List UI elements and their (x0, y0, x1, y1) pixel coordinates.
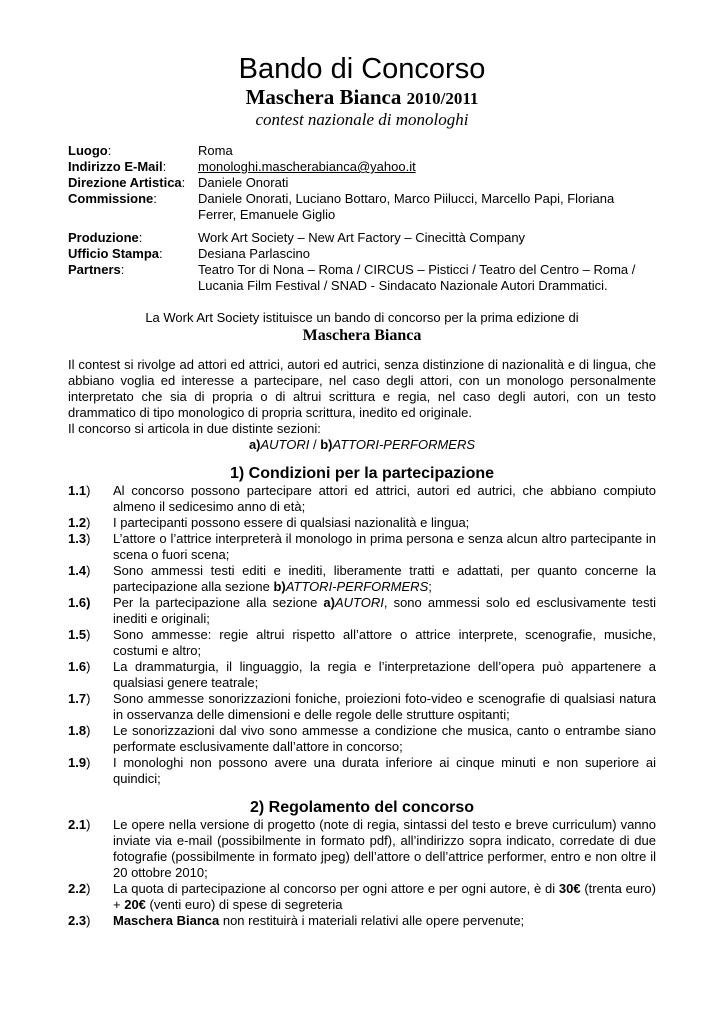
list-item (68, 817, 656, 881)
list-item (68, 913, 656, 929)
info-label-colon: : (162, 159, 167, 174)
item-text (113, 659, 656, 691)
item-number-value: 2.1 (68, 817, 87, 832)
document-tagline: contest nazionale di monologhi (255, 110, 469, 129)
item-number-paren: ) (86, 723, 91, 738)
section1-list (68, 483, 656, 787)
item-number-paren: ) (86, 817, 91, 832)
info-row (68, 175, 656, 191)
item-number (68, 691, 113, 723)
item-number-value: 1.8 (68, 723, 87, 738)
section-b-letter: b) (320, 437, 333, 452)
info-label-text: Partners (68, 262, 121, 277)
info-value-text: Roma (198, 143, 233, 158)
item-number (68, 531, 113, 563)
section-a-letter: a) (248, 437, 261, 452)
info-label (68, 191, 198, 223)
item-text-italic: AUTORI (334, 595, 384, 610)
item-text-italic: ATTORI-PERFORMERS (285, 579, 429, 594)
item-number-value: 1.2 (68, 515, 87, 530)
list-item (68, 563, 656, 595)
document-page (68, 52, 656, 929)
item-text-bold: Maschera Bianca (113, 913, 220, 928)
info-value-text: Work Art Society – New Art Factory – Cinecittà Company (198, 230, 526, 245)
item-text-after: ; (428, 579, 432, 594)
info-label-colon: : (120, 262, 125, 277)
item-number (68, 595, 113, 627)
item-text (113, 595, 656, 627)
list-item (68, 881, 656, 913)
item-number-paren: ) (86, 563, 91, 578)
info-label-text: Produzione (68, 230, 139, 245)
info-label-colon: : (153, 191, 157, 206)
item-text (113, 483, 656, 515)
item-text (113, 723, 656, 755)
item-number-value: 1.6 (68, 659, 87, 674)
info-label (68, 175, 198, 191)
item-number-paren: ) (86, 659, 91, 674)
item-number-value: 2.3 (68, 913, 87, 928)
item-text-bold: b) (273, 579, 286, 594)
item-text-body: Sono ammesse: regie altrui rispetto all’attore o attrice interprete, scenografie, musiche, costumi e altro; (113, 627, 656, 658)
item-number-value: 1.9 (68, 755, 87, 770)
sections-list (68, 437, 656, 453)
list-item (68, 659, 656, 691)
item-text-bold: 30€ (558, 881, 581, 896)
item-text (113, 817, 656, 881)
subtitle-year: 2010/2011 (406, 89, 479, 108)
email-link[interactable]: monologhi.mascherabianca@yahoo.it (198, 159, 416, 174)
document-title: Bando di Concorso (238, 53, 486, 85)
sections-line: Il concorso si articola in due distinte sezioni: (68, 421, 321, 436)
item-text-body: Al concorso possono partecipare attori ed attrici, autori ed autrici, che abbiano compiuto almeno il sedicesimo anno di età; (113, 483, 656, 514)
item-number (68, 659, 113, 691)
info-value-text: Desiana Parlascino (198, 246, 311, 261)
info-label-text: Indirizzo E-Mail (68, 159, 163, 174)
info-value-text: Teatro Tor di Nona – Roma / CIRCUS – Pisticci / Teatro del Centro – Roma / Lucania Film Festival / SNAD - Sindacato Nazionale Autori Drammatici. (198, 262, 636, 293)
info-label-colon: : (159, 246, 163, 261)
intro-line: La Work Art Society istituisce un bando di concorso per la prima edizione di (145, 310, 579, 325)
item-text (113, 563, 656, 595)
item-text (113, 531, 656, 563)
item-text (113, 913, 656, 929)
item-number-value: 1.4 (68, 563, 87, 578)
item-text-body: La quota di partecipazione al concorso per ogni attore e per ogni autore, è di (113, 881, 559, 896)
item-text-after: non restituirà i materiali relativi alle opere pervenute; (219, 913, 525, 928)
info-label-colon: : (181, 175, 186, 190)
item-number (68, 817, 113, 881)
item-number-paren: ) (86, 881, 91, 896)
info-row (68, 230, 656, 246)
item-text-bold: a) (323, 595, 335, 610)
info-label (68, 246, 198, 262)
info-value (198, 262, 656, 294)
info-value (198, 175, 656, 191)
list-item (68, 755, 656, 787)
item-text (113, 515, 656, 531)
info-label (68, 159, 198, 175)
document-subtitle (68, 86, 656, 110)
item-number (68, 515, 113, 531)
item-number (68, 563, 113, 595)
item-number-paren: ) (86, 913, 91, 928)
item-text (113, 691, 656, 723)
item-text-after: (trenta euro) + (113, 881, 656, 912)
info-label (68, 230, 198, 246)
section2-list (68, 817, 656, 929)
info-label-text: Direzione Artistica (68, 175, 182, 190)
item-text-body: Sono ammesse sonorizzazioni foniche, proiezioni foto-video e scenografie di qualsiasi natura in osservanza delle dimensioni e delle regole delle strutture ospitanti; (113, 691, 656, 722)
item-text-body: I monologhi non possono avere una durata inferiore ai cinque minuti e non superiore ai quindici; (113, 755, 656, 786)
info-value (198, 143, 656, 159)
intro-name: Maschera Bianca (302, 327, 422, 344)
list-item (68, 531, 656, 563)
item-number-paren: ) (86, 515, 91, 530)
item-number-value: 2.2 (68, 881, 87, 896)
info-value (198, 159, 656, 175)
list-item (68, 691, 656, 723)
item-text-body: Sono ammessi testi editi e inediti, liberamente tratti e adattati, per quanto concerne la partecipazione alla sezione (113, 563, 656, 594)
list-item (68, 627, 656, 659)
info-value (198, 230, 656, 246)
info-row (68, 246, 656, 262)
subtitle-name: Maschera Bianca (245, 85, 402, 109)
info-label-colon: : (138, 230, 143, 245)
item-text-body: Le sonorizzazioni dal vivo sono ammesse a condizione che musica, canto o entrambe siano performate esclusivamente dall’attore in concorso; (113, 723, 656, 754)
info-label-text: Commissione (68, 191, 154, 206)
info-label-colon: : (107, 143, 112, 158)
item-text (113, 755, 656, 787)
section-b-name: ATTORI-PERFORMERS (332, 437, 476, 452)
info-row (68, 159, 656, 175)
item-text-after: (venti euro) di spese di segreteria (145, 897, 343, 912)
item-number-paren: ) (86, 531, 91, 546)
info-row (68, 143, 656, 159)
item-number-value: 1.3 (68, 531, 87, 546)
info-value-text: Daniele Onorati (198, 175, 289, 190)
info-block (68, 143, 656, 294)
info-label (68, 143, 198, 159)
item-number-paren: ) (86, 691, 91, 706)
item-text-after: , sono ammessi solo ed esclusivamente testi inediti e originali; (113, 595, 656, 626)
section1-title: 1) Condizioni per la partecipazione (229, 465, 495, 482)
item-text-body: Per la partecipazione alla sezione (113, 595, 324, 610)
item-text-body: La drammaturgia, il linguaggio, la regia e l’interpretazione dell’opera può appartenere a qualsiasi genere teatrale; (113, 659, 656, 690)
list-item (68, 723, 656, 755)
item-text-body: Le opere nella versione di progetto (note di regia, sintassi del testo e breve curriculum) vanno inviate via e-mail (possibilmente in formato pdf), all’indirizzo sopra indicato, corredate di due fotografie (possibilmente in formato jpeg) dell’attore o dell’attrice performer, entro e non oltre il 20 ottobre 2010; (113, 817, 656, 880)
info-value-text: Daniele Onorati, Luciano Bottaro, Marco Piilucci, Marcello Papi, Floriana Ferrer, Emanuele Giglio (198, 191, 615, 222)
section-divider: / (309, 437, 321, 452)
item-number-value: 1.6) (68, 595, 91, 610)
item-text-body: I partecipanti possono essere di qualsiasi nazionalità e lingua; (113, 515, 470, 530)
item-number (68, 627, 113, 659)
item-number-value: 1.1 (68, 483, 87, 498)
item-number-value: 1.5 (68, 627, 87, 642)
list-item (68, 515, 656, 531)
item-number (68, 723, 113, 755)
item-text (113, 881, 656, 913)
info-row (68, 262, 656, 294)
section2-title: 2) Regolamento del concorso (249, 799, 475, 816)
section-a-name: AUTORI (260, 437, 310, 452)
item-number-value: 1.7 (68, 691, 87, 706)
item-text-body: L’attore o l’attrice interpreterà il monologo in prima persona e senza alcun altro partecipante in scena o fuori scena; (113, 531, 656, 562)
item-number (68, 483, 113, 515)
item-number-paren: ) (86, 755, 91, 770)
info-label-text: Ufficio Stampa (68, 246, 160, 261)
item-number-paren: ) (86, 627, 91, 642)
info-value (198, 246, 656, 262)
item-number-paren: ) (86, 483, 91, 498)
intro-paragraph: Il contest si rivolge ad attori ed attrici, autori ed autrici, senza distinzione di nazionalità e di lingua, che abbiano voglia ed interesse a partecipare, nel caso degli attori, con un monologo personalmente interpretato che sia di propria o di altrui scrittura e regia, nel caso degli autori, con un testo drammatico di tipo monologico di propria scrittura, inedito ed originale. (68, 357, 656, 420)
item-text-bold: 20€ (124, 897, 146, 912)
item-number (68, 755, 113, 787)
info-row (68, 191, 656, 223)
item-text (113, 627, 656, 659)
info-label (68, 262, 198, 294)
info-label-text: Luogo (68, 143, 108, 158)
item-number (68, 881, 113, 913)
list-item (68, 595, 656, 627)
info-value (198, 191, 656, 223)
item-number (68, 913, 113, 929)
list-item (68, 483, 656, 515)
info-spacer (68, 223, 656, 230)
